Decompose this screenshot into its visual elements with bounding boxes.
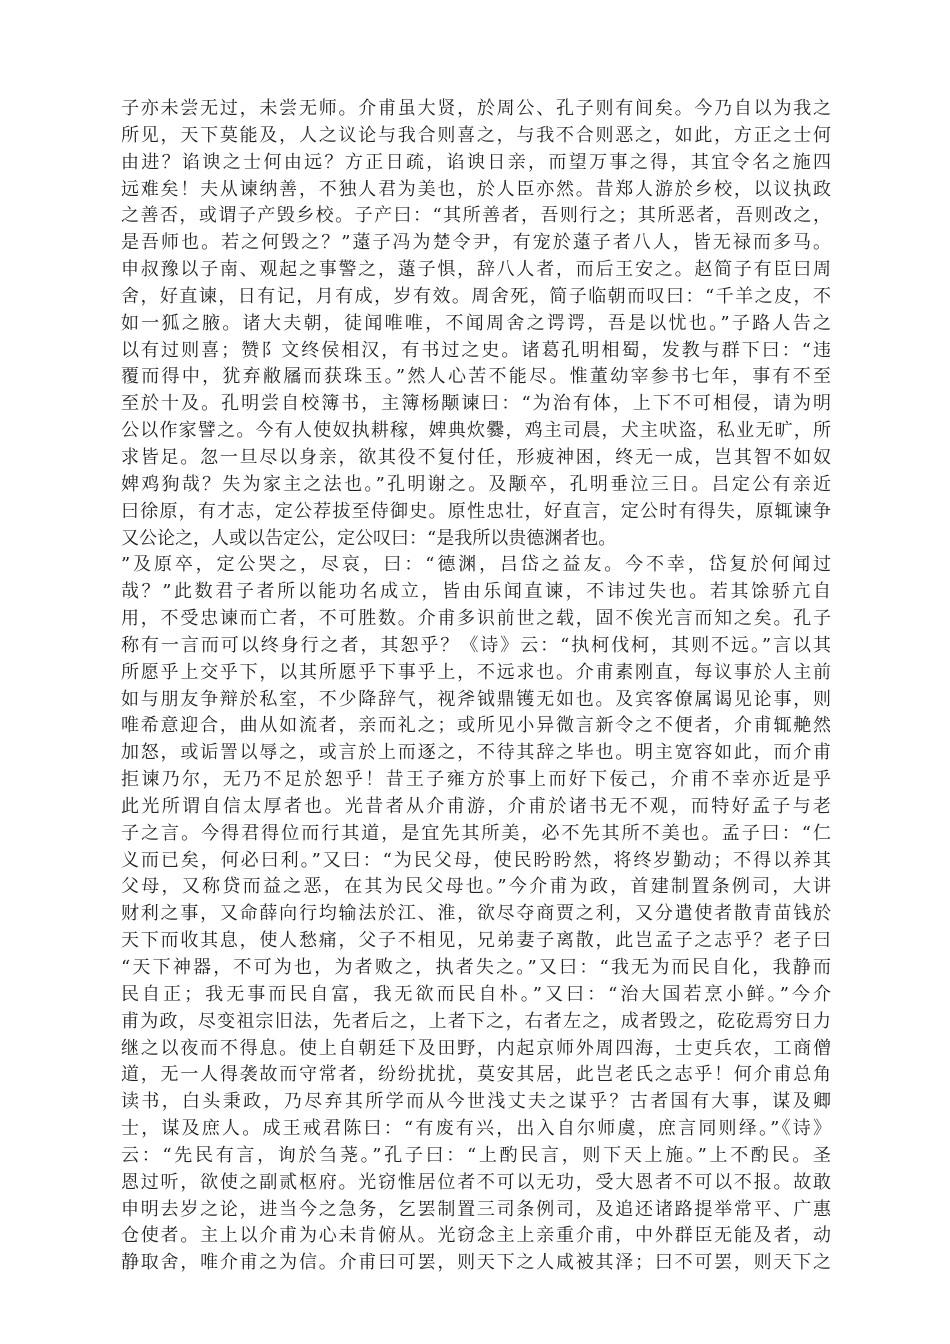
text-line: 士，谋及庶人。成王戒君陈曰：“有废有兴，出入自尔师虞，庶言同则绎。”《诗》 [121,1118,831,1140]
text-line: 申叔豫以子南、观起之事警之，薳子惧，辞八人者，而后王安之。赵简子有臣曰周 [121,259,831,281]
text-line: 远难矣！夫从谏纳善，不独人君为美也，於人臣亦然。昔郑人游於乡校，以议执政 [121,178,831,200]
text-line: 唯希意迎合，曲从如流者，亲而礼之；或所见小异微言新令之不便者，介甫辄艴然 [121,715,831,737]
text-line: 民自正；我无事而民自富，我无欲而民自朴。”又曰：“治大国若烹小鲜。”今介 [121,983,831,1005]
text-line: 哉？”此数君子者所以能功名成立，皆由乐闻直谏，不讳过失也。若其馀骄亢自 [121,581,831,603]
text-line: 子亦未尝无过，未尝无师。介甫虽大贤，於周公、孔子则有间矣。今乃自以为我之 [121,98,831,119]
text-line: ”及原卒，定公哭之，尽哀，曰：“德渊，吕岱之益友。今不幸，岱复於何闻过 [121,554,831,576]
text-line: 公以作家譬之。今有人使奴执耕稼，婢典炊爨，鸡主司晨，犬主吠盗，私业无旷，所 [121,420,831,442]
text-line: 曰徐原，有才志，定公荐拔至侍御史。原性忠壮，好直言，定公时有得失，原辄谏争 [121,500,831,522]
text-line: 申明去岁之论，进当今之急务，乞罢制置三司条例司，及追还诸路提举常平、广惠 [121,1198,831,1220]
text-line: 舍，好直谏，日有记，月有成，岁有效。周舍死，简子临朝而叹曰：“千羊之皮，不 [121,285,831,307]
text-line: 财利之事，又命薛向行均输法於江、淮，欲尽夺商贾之利，又分遣使者散青苗钱於 [121,903,831,925]
text-line: 称有一言而可以终身行之者，其恕乎？《诗》云：“执柯伐柯，其则不远。”言以其 [121,634,831,656]
text-line: 所愿乎上交乎下，以其所愿乎下事乎上，不远求也。介甫素刚直，每议事於人主前 [121,661,831,683]
text-line: 由进？谄谀之士何由远？方正日疏，谄谀日亲，而望万事之得，其宜令名之施四 [121,151,831,173]
text-line: 恩过听，欲使之副贰枢府。光窃惟居位者不可以无功，受大恩者不可以不报。故敢 [121,1171,831,1193]
text-line: 拒谏乃尔，无乃不足於恕乎！昔王子雍方於事上而好下佞己，介甫不幸亦近是乎 [121,769,831,791]
text-line: 父母，又称贷而益之恶，在其为民父母也。”今介甫为政，首建制置条例司，大讲 [121,876,831,898]
text-line: 至於十及。孔明尝自校簿书，主簿杨颙谏曰：“为治有体，上下不可相侵，请为明 [121,393,831,415]
text-line: 道，无一人得袭故而守常者，纷纷扰扰，莫安其居，此岂老氏之志乎！何介甫总角 [121,1064,831,1086]
text-line: 求皆足。忽一旦尽以身亲，欲其役不复付任，形疲神困，终无一成，岂其智不如奴 [121,446,831,468]
text-line: 用，不受忠谏而亡者，不可胜数。介甫多识前世之载，固不俟光言而知之矣。孔子 [121,608,831,630]
text-line: 静取舍，唯介甫之为信。介甫曰可罢，则天下之人咸被其泽；曰不可罢，则天下之 [121,1252,831,1274]
text-line: 又公论之，人或以告定公，定公叹曰：“是我所以贵德渊者也。 [121,527,617,549]
text-line: 仓使者。主上以介甫为心未肯俯从。光窃念主上亲重介甫，中外群臣无能及者，动 [121,1225,831,1247]
text-line: 甫为政，尽变祖宗旧法，先者后之，上者下之，右者左之，成者毁之，矻矻焉穷日力 [121,1010,831,1032]
text-line: 继之以夜而不得息。使上自朝廷下及田野，内起京师外周四海，士吏兵农，工商僧 [121,1037,831,1059]
text-line: 加怒，或诟詈以辱之，或言於上而逐之，不待其辞之毕也。明主宽容如此，而介甫 [121,742,831,764]
text-line: 义而已矣，何必曰利。”又曰：“为民父母，使民盻盻然，将终岁勤动；不得以养其 [121,849,831,871]
text-line: 之善否，或谓子产毁乡校。子产曰：“其所善者，吾则行之；其所恶者，吾则改之， [121,205,831,227]
text-line: 是吾师也。若之何毁之？”薳子冯为楚令尹，有宠於薳子者八人，皆无禄而多马。 [121,232,831,254]
body-text [121,96,831,1277]
text-line: 此光所谓自信太厚者也。光昔者从介甫游，介甫於诸书无不观，而特好孟子与老 [121,795,831,817]
text-line: 以有过则喜；赞阝文终侯相汉，有书过之史。诸葛孔明相蜀，发教与群下曰：“违 [121,339,831,361]
text-line: 婢鸡狗哉？失为家主之法也。”孔明谢之。及颙卒，孔明垂泣三日。吕定公有亲近 [121,473,831,495]
text-line: 覆而得中，犹弃敝屩而获珠玉。”然人心苦不能尽。惟董幼宰参书七年，事有不至 [121,366,831,388]
text-line: 如与朋友争辩於私室，不少降辞气，视斧钺鼎镬无如也。及宾客僚属谒见论事，则 [121,688,831,710]
text-line: 天下而收其息，使人愁痛，父子不相见，兄弟妻子离散，此岂孟子之志乎？老子曰 [121,930,831,952]
text-line: 所见，天下莫能及，人之议论与我合则喜之，与我不合则恶之，如此，方正之士何 [121,124,831,146]
text-line: “天下神器，不可为也，为者败之，执者失之。”又曰：“我无为而民自化，我静而 [121,957,831,978]
text-line: 子之言。今得君得位而行其道，是宜先其所美，必不先其所不美也。孟子曰：“仁 [121,822,831,844]
text-line: 云：“先民有言，询於刍荛。”孔子曰：“上酌民言，则下天上施。”上不酌民。圣 [121,1144,831,1166]
text-line: 读书，白头秉政，乃尽弃其所学而从今世浅丈夫之谋乎？古者国有大事，谋及卿 [121,1091,831,1113]
text-line: 如一狐之腋。诸大夫朝，徒闻唯唯，不闻周舍之谔谔，吾是以忧也。”子路人告之 [121,312,831,334]
